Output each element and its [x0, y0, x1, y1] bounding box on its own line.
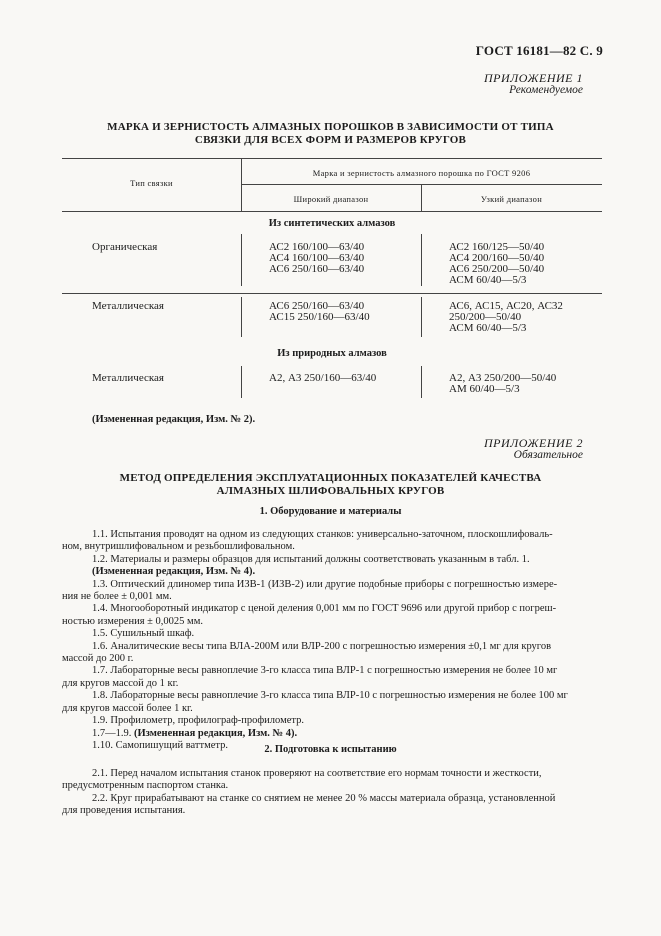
paragraph-line: 1.3. Оптический длиномер типа ИЗВ-1 (ИЗВ-2) или другие подобные приборы с погрешностью измере-	[92, 578, 558, 590]
paragraph-line: предусмотренным паспортом станка.	[62, 780, 229, 792]
table-title-line-2: СВЯЗКИ ДЛЯ ВСЕХ ФОРМ И РАЗМЕРОВ КРУГОВ	[194, 134, 467, 146]
appendix-2-label	[484, 437, 583, 461]
section-1-heading: 1. Оборудование и материалы	[259, 506, 402, 517]
paragraph-line: 2.1. Перед началом испытания станок проверяют на соответствие его нормам точности и жесткости,	[92, 768, 542, 779]
paragraph-line: 1.5. Сушильный шкаф.	[92, 628, 195, 640]
grit-value: АСМ 60/40—5/3	[449, 322, 527, 334]
appendix-2-status: Обязательное	[513, 449, 583, 461]
paragraph-line: 2.2. Круг прирабатывают на станке со снятием не менее 20 % массы материала образца, установленной	[92, 792, 556, 804]
paragraph-line: ном, внутришлифовальном и резьбошлифовальном.	[62, 541, 295, 553]
section-2-heading: 2. Подготовка к испытанию	[264, 744, 397, 755]
grit-value: АСМ 60/40—5/3	[449, 274, 527, 286]
paragraph-line: массой до 200 г.	[62, 653, 134, 665]
row-organic-wide	[269, 242, 364, 275]
amendment-note-4: (Измененная редакция, Изм. № 4).	[92, 566, 256, 578]
table-title	[0, 121, 661, 147]
row-metal-natural-wide	[269, 373, 376, 384]
header-grit-group: Марка и зернистость алмазного порошка по ГОСТ 9206	[312, 168, 531, 178]
row-organic-binder: Органическая	[92, 241, 158, 253]
grit-value: АМ 60/40—5/3	[449, 383, 520, 395]
appendix-1-status: Рекомендуемое	[509, 84, 583, 96]
paragraph-line: для кругов массой до 1 кг.	[62, 677, 179, 689]
clause-range: 1.7—1.9.	[92, 727, 132, 739]
paragraph-line: 1.7. Лабораторные весы равноплечие 3-го класса типа ВЛР-1 с погрешностью измерения не более 10 мг	[92, 665, 558, 677]
grit-value: АС6 250/160—63/40	[269, 263, 365, 275]
grit-value: АС6 250/200—50/40	[449, 263, 545, 275]
grit-value: 250/200—50/40	[449, 311, 522, 323]
row-organic-narrow	[449, 242, 544, 286]
row-metal-natural-binder: Металлическая	[92, 372, 164, 384]
grit-value: АС4 200/160—50/40	[449, 252, 545, 264]
grit-value: АС2 160/125—50/40	[449, 241, 545, 253]
grit-value: АС2 160/100—63/40	[269, 241, 365, 253]
appendix-1-title: ПРИЛОЖЕНИЕ 1	[484, 71, 583, 85]
paragraph-line: 1.6. Аналитические весы типа ВЛА-200М или ВЛР-200 с погрешностью измерения ±0,1 мг для кругов	[92, 640, 552, 652]
amendment-note-2: (Измененная редакция, Изм. № 2).	[92, 414, 256, 425]
grit-value: А2, А3 250/200—50/40	[449, 372, 557, 384]
paragraph-line: 1.8. Лабораторные весы равноплечие 3-го класса типа ВЛР-10 с погрешностью измерения не более 100 мг	[92, 690, 568, 702]
row-metal-natural-narrow	[449, 373, 556, 395]
header-wide-range: Широкий диапазон	[293, 194, 369, 204]
grit-value: АС6 250/160—63/40	[269, 300, 365, 312]
section-natural-diamonds: Из природных алмазов	[277, 348, 387, 359]
method-title	[0, 472, 661, 498]
row-metal-synthetic-wide	[269, 301, 370, 323]
paragraph-line: 1.2. Материалы и размеры образцов для испытаний должны соответствовать указанным в табл. 1.	[92, 553, 530, 565]
paragraph-line: 1.4. Многооборотный индикатор с ценой деления 0,001 мм по ГОСТ 9696 или другой прибор с погреш-	[92, 603, 557, 615]
row-metal-synthetic-binder: Металлическая	[92, 300, 164, 312]
header-binder-type: Тип связки	[130, 178, 173, 188]
appendix-2-title: ПРИЛОЖЕНИЕ 2	[484, 436, 583, 450]
table-title-line-1: МАРКА И ЗЕРНИСТОСТЬ АЛМАЗНЫХ ПОРОШКОВ В ЗАВИСИМОСТИ ОТ ТИПА	[107, 121, 554, 133]
amendment-note-4: (Измененная редакция, Изм. № 4).	[134, 727, 298, 739]
paragraph-line	[62, 728, 600, 740]
method-title-line-2: АЛМАЗНЫХ ШЛИФОВАЛЬНЫХ КРУГОВ	[216, 485, 445, 497]
grit-value: А2, А3 250/160—63/40	[269, 372, 377, 384]
paragraph-line: 1.10. Самопишущий ваттметр.	[92, 739, 228, 751]
paragraph-line: 1.1. Испытания проводят на одном из следующих станков: универсально-заточном, плоскошлифоваль-	[92, 529, 553, 540]
method-title-line-1: МЕТОД ОПРЕДЕЛЕНИЯ ЭКСПЛУАТАЦИОННЫХ ПОКАЗАТЕЛЕЙ КАЧЕСТВА	[119, 472, 542, 484]
grit-value: АС15 250/160—63/40	[269, 311, 370, 323]
paragraph-line: ния не более ± 0,001 мм.	[62, 591, 172, 603]
paragraph-line: 1.9. Профилометр, профилограф-профилометр.	[92, 715, 304, 727]
row-metal-synthetic-narrow	[449, 301, 563, 334]
header-narrow-range: Узкий диапазон	[480, 194, 543, 204]
section-1-body	[62, 529, 600, 752]
grit-value: АС6, АС15, АС20, АС32	[449, 300, 563, 312]
paragraph-line: для кругов массой более 1 кг.	[62, 702, 193, 714]
paragraph-line: ностью измерения ± 0,0025 мм.	[62, 615, 203, 627]
page-header: ГОСТ 16181—82 С. 9	[475, 43, 603, 58]
appendix-1-label	[484, 72, 583, 96]
grit-value: АС4 160/100—63/40	[269, 252, 365, 264]
paragraph-line: для проведения испытания.	[62, 805, 186, 817]
section-2-body	[62, 768, 600, 818]
section-synthetic-diamonds: Из синтетических алмазов	[268, 218, 396, 229]
